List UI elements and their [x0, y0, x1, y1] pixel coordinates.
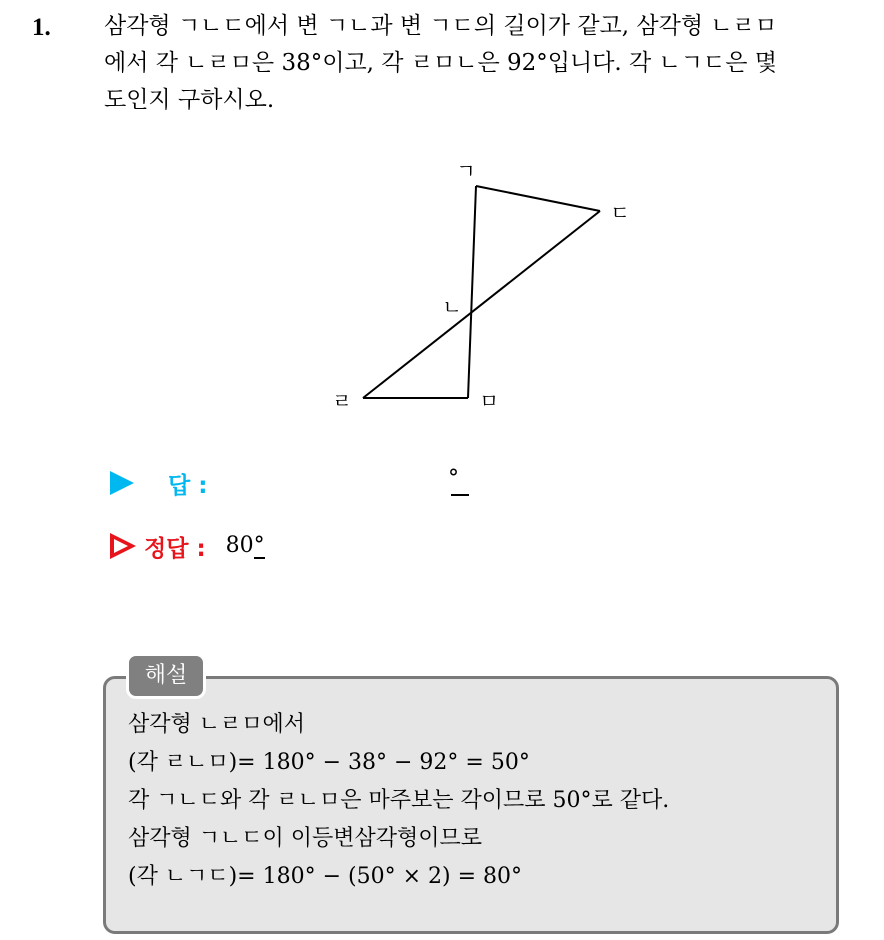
vertex-label-d: ㄷ [610, 201, 630, 225]
question-line-1: 삼각형 ㄱㄴㄷ에서 변 ㄱㄴ과 변 ㄱㄷ의 길이가 같고, 삼각형 ㄴㄹㅁ [104, 13, 777, 39]
question-number: 1. [32, 14, 51, 41]
solution-label: 정답 : [144, 535, 206, 562]
triangle-diagram [330, 150, 650, 420]
answer-label: 답 : [168, 472, 208, 499]
segment-d-r [363, 211, 600, 398]
question-text [104, 8, 864, 119]
solution-number: 80 [225, 533, 254, 558]
solution-unit: ° [253, 533, 265, 558]
vertex-label-g: ㄱ [456, 159, 476, 183]
explanation-line-2: (각 ㄹㄴㅁ)= 180° − 38° − 92° = 50° [128, 750, 530, 775]
explanation-text [128, 706, 669, 896]
vertex-label-r: ㄹ [332, 389, 352, 413]
vertex-label-n: ㄴ [442, 295, 462, 319]
question-line-2: 에서 각 ㄴㄹㅁ은 38°이고, 각 ㄹㅁㄴ은 92°입니다. 각 ㄴㄱㄷ은 몇 [104, 50, 777, 76]
solution-row [110, 528, 265, 564]
filled-triangle-icon [110, 471, 134, 495]
answer-unit: ° [448, 466, 459, 491]
segment-g-d [476, 186, 600, 211]
outline-triangle-icon [110, 533, 136, 559]
answer-blank[interactable] [451, 494, 469, 496]
explanation-line-5: (각 ㄴㄱㄷ)= 180° − (50° × 2) = 80° [128, 864, 522, 889]
explanation-line-1: 삼각형 ㄴㄹㅁ에서 [128, 712, 306, 737]
solution-value [226, 533, 265, 559]
triangle-figure [330, 150, 650, 420]
vertex-label-m: ㅁ [479, 389, 499, 413]
question-line-3: 도인지 구하시오. [104, 87, 275, 113]
explanation-line-4: 삼각형 ㄱㄴㄷ이 이등변삼각형이므로 [128, 826, 483, 851]
answer-row [110, 466, 207, 500]
explanation-tag: 해설 [126, 653, 206, 699]
explanation-line-3: 각 ㄱㄴㄷ와 각 ㄹㄴㅁ은 마주보는 각이므로 50°로 같다. [128, 788, 670, 813]
segment-g-m [468, 186, 476, 398]
